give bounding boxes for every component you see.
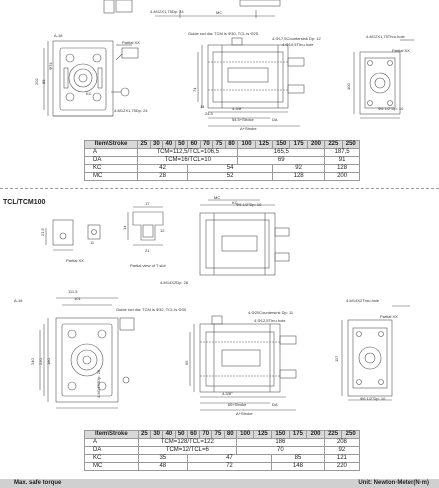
dim-14: 14 [200, 104, 205, 109]
table-cell: 54 [188, 165, 273, 173]
table-header-cell: 100 [238, 141, 255, 149]
table-header-cell: Item\Stroke [85, 141, 138, 149]
table-header-cell: 80 [225, 141, 238, 149]
table-cell: 42 [138, 165, 188, 173]
dp10-callout-3: Φ6 1/2"Dp: 10 [360, 396, 386, 401]
drawing1-top-view [104, 0, 280, 18]
table-header-cell: 25 [138, 431, 150, 439]
table-cell: 128 [273, 173, 325, 181]
phi-74: Φ74 [48, 62, 53, 70]
table-cell: 148 [272, 463, 325, 471]
table-cell: 220 [324, 463, 359, 471]
footer-bar [0, 479, 439, 488]
section-title: TCL/TCM100 [3, 199, 46, 206]
partial-xx-label-2: Partial XX [66, 258, 84, 263]
table-header-cell: 125 [254, 431, 272, 439]
table-row [85, 165, 360, 173]
dim-m12-callout: 4-M12X1,75Dp: 24 [114, 108, 148, 113]
table-cell: 121 [324, 455, 359, 463]
table-cell: 92 [273, 165, 325, 173]
table-cell: 165,5 [238, 149, 325, 157]
table-cell: 69 [238, 157, 325, 165]
table-cell: 85 [272, 455, 325, 463]
dim-202: 202 [34, 78, 39, 85]
dim-17: 17 [145, 201, 150, 206]
table-cell: 186 [236, 439, 324, 447]
dim-21: 21 [145, 248, 150, 253]
table-header-cell: 200 [307, 431, 325, 439]
table-cell: TCM=16/TCL=10 [138, 157, 238, 165]
stroke-dimension-table-1 [84, 140, 360, 181]
dim-3-8-b: 4-3/8" [222, 391, 233, 396]
table-header-cell: 40 [163, 141, 176, 149]
thru-hole-m14-callout: 4-M14X2Thru.hole [346, 298, 380, 303]
dim-240: 240 [30, 358, 35, 365]
table-header-cell: 30 [151, 431, 163, 439]
dim-95: 95 [184, 360, 189, 365]
table-cell: 70 [236, 447, 324, 455]
table-row [85, 447, 360, 455]
table-cell: 48 [138, 463, 187, 471]
table-cell: 52 [188, 173, 273, 181]
table-row [85, 463, 360, 471]
callout-m12-dp24: 4-M12X1,75Dp: 24 [150, 9, 184, 14]
table-header-row [85, 431, 360, 439]
counterbore-callout: 4-Φ17,5Countersink Dp: 12 [272, 36, 321, 41]
table-header-cell: 60 [188, 141, 201, 149]
drawing2-end-view [342, 306, 410, 400]
row-label: DA [85, 447, 139, 455]
drawing2-side-view [190, 316, 296, 410]
table-header-cell: 30 [150, 141, 163, 149]
table-header-cell: 50 [175, 431, 187, 439]
dim-74: 74 [192, 87, 197, 92]
table-row [85, 157, 360, 165]
drawing1-front-view [44, 41, 138, 116]
table-cell: 28 [138, 173, 188, 181]
dim-12: 12 [160, 228, 165, 233]
dim-da: DA [272, 117, 278, 122]
dim-da-2: DA [272, 402, 278, 407]
m14-callout: 4-M14X2Dp: 28 [160, 280, 189, 285]
table-cell: 208 [324, 439, 359, 447]
row-label: KC [85, 165, 138, 173]
mc-dim-label: MC [216, 10, 223, 15]
table-row [85, 173, 360, 181]
table-header-cell: 175 [289, 431, 307, 439]
drawing1-side-view [198, 38, 304, 126]
dim-kc: KC [86, 91, 92, 96]
table-header-cell: 250 [342, 431, 360, 439]
counterbore-callout-2: 4-Φ20Countersink Dp: 11 [248, 310, 294, 315]
dim-180: 180 [46, 358, 51, 365]
dim-66-stroke: 66+Stroke [228, 402, 247, 407]
dim-14-b: 14 [122, 225, 127, 230]
thru-hole-callout: 4-Φ10,5Thru.hole [282, 42, 314, 47]
dim-220: 220 [38, 358, 43, 365]
table-header-cell: 75 [213, 141, 226, 149]
table-row [85, 149, 360, 157]
table-header-cell: 70 [200, 431, 212, 439]
right-partial-xx-label: Partial XX [392, 48, 410, 53]
table-cell: TCM=12/TCL=6 [138, 447, 236, 455]
dim-85: 85 [41, 79, 46, 84]
table-header-cell: 75 [212, 431, 224, 439]
dim-21-5: 21,5 [40, 228, 45, 236]
kc-dim-label-2: KC [232, 200, 238, 205]
table-cell: TCM=128/TCL=122 [138, 439, 236, 447]
row-label: KC [85, 455, 139, 463]
table-header-cell: 80 [224, 431, 236, 439]
dim-100: 100 [346, 83, 351, 90]
table-cell: 128 [325, 165, 360, 173]
dim-54-5-stroke: 54,5+Stroke [232, 117, 254, 122]
drawing2-partial-tslot [128, 207, 163, 245]
dp10-callout-2: Φ6 1/2"Dp: 10 [236, 202, 262, 207]
table-cell: 200 [325, 173, 360, 181]
dim-3-8: 4-3/8" [232, 106, 243, 111]
table-header-cell: 25 [138, 141, 151, 149]
drawing2-front-view [40, 298, 134, 408]
thru-hole-callout-2: 4-Φ12,5Thru.hole [254, 318, 286, 323]
right-partial-xx-label-2: Partial XX [380, 314, 398, 319]
table-header-cell: 70 [200, 141, 213, 149]
table-header-cell: 40 [163, 431, 175, 439]
table-row [85, 439, 360, 447]
dim-117: 117 [334, 355, 339, 362]
table-cell: 35 [138, 455, 187, 463]
footer-unit: Unit: Newton·Meter(N·m) [358, 480, 429, 486]
a-18-label: A-18 [54, 33, 63, 38]
table-header-cell: 225 [324, 431, 342, 439]
dp10-callout: Φ6 1/2"Dp: 10 [378, 106, 404, 111]
partial-tslot-label: Partial view of T slot [130, 263, 166, 268]
table-cell: TCM=112,5/TCL=106,5 [138, 149, 238, 157]
table-header-cell: 150 [272, 431, 290, 439]
table-cell: 187,5 [325, 149, 360, 157]
dim-111-5: 111,5 [68, 289, 78, 294]
guide-rod-note: Guide rod dia: TCM is Φ30, TCL is Φ25 [188, 31, 258, 36]
table-header-cell: 225 [325, 141, 342, 149]
stroke-dimension-table-2 [84, 430, 360, 471]
dim-24-5: 24.5 [205, 111, 213, 116]
guide-rod-note-2: Guide rod dia: TCM is Φ32, TCL is Φ30 [116, 307, 186, 312]
table-cell: 47 [187, 455, 271, 463]
row-label: MC [85, 463, 139, 471]
table-header-row [85, 141, 360, 149]
table-header-cell: Item\Stroke [85, 431, 139, 439]
table-header-cell: 150 [273, 141, 290, 149]
drawing2-top-view [200, 200, 289, 275]
dim-a-stroke: A+Stroke [240, 126, 257, 131]
a-18-label-2: A-18 [14, 298, 23, 303]
table-cell: 92 [324, 447, 359, 455]
table-row [85, 455, 360, 463]
footer-title: Max. safe torque [14, 480, 62, 486]
partial-xx-label: Partial XX [122, 40, 140, 45]
table-header-cell: 125 [255, 141, 272, 149]
dim-101: 101 [74, 296, 81, 301]
row-label: A [85, 439, 139, 447]
table-header-cell: 175 [290, 141, 307, 149]
dim-11: 11 [90, 240, 95, 245]
table-cell: 91 [325, 157, 360, 165]
row-label: MC [85, 173, 138, 181]
row-label: DA [85, 157, 138, 165]
drawing2-partial-xx [46, 220, 100, 250]
table-cell: 72 [187, 463, 271, 471]
row-label: A [85, 149, 138, 157]
mc-dim-label-2: MC [214, 195, 221, 200]
table-header-cell: 60 [187, 431, 199, 439]
table-header-cell: 100 [236, 431, 254, 439]
thru-hole-m12-callout: 4-M12X1,75Thru.hole [366, 34, 405, 39]
table-header-cell: 50 [175, 141, 188, 149]
table-header-cell: 250 [342, 141, 359, 149]
table-header-cell: 200 [307, 141, 324, 149]
section-divider [0, 188, 439, 189]
dim-a-stroke-2: A+Stroke [236, 411, 253, 416]
dim-m14-callout: 4-M14X2Dp: 28 [96, 369, 101, 398]
